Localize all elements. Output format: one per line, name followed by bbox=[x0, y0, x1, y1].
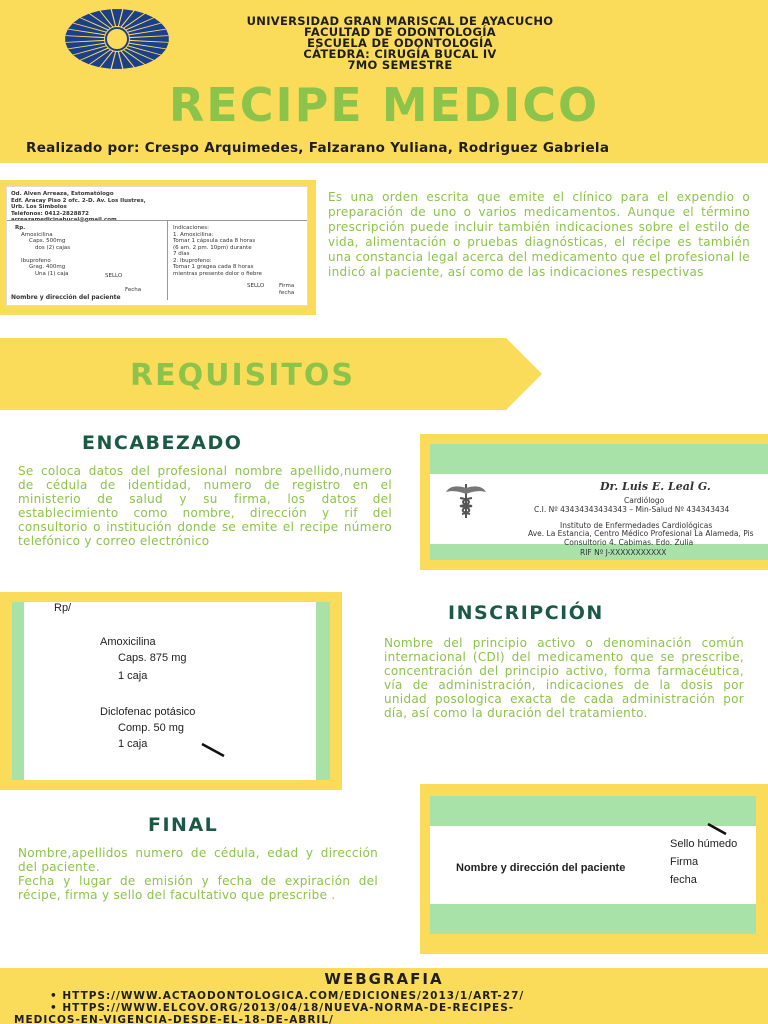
doctor-info bbox=[11, 191, 146, 224]
institute-address: Consultorio 4. Cabimas. Edo. Zulia bbox=[564, 538, 694, 547]
doctor-ci: C.I. Nº 43434343434343 – Min-Salud Nº 434343434 bbox=[534, 505, 730, 514]
card-frame bbox=[430, 444, 768, 560]
divider bbox=[167, 220, 168, 300]
webgrafia-list bbox=[14, 990, 525, 1024]
encabezado-body: Se coloca datos del profesional nombre apellido,numero de cédula de identidad, numero de registro en el ministerio de salud y su firma, los datos del establecimiento como nombre, dirección y rif del consultorio o institución donde se emite el recipe número telefónico y correo electrónico bbox=[18, 464, 392, 548]
final-title: FINAL bbox=[148, 814, 219, 836]
logo-ray bbox=[130, 36, 169, 42]
doctor-line: Urb. Los Simbolos bbox=[11, 204, 67, 210]
reference-link[interactable]: • HTTPS://WWW.ACTAODONTOLOGICA.COM/EDICIONES/2013/1/ART-27/ bbox=[50, 990, 525, 1002]
divider bbox=[7, 220, 307, 221]
requisitos-title: REQUISITOS bbox=[130, 358, 355, 393]
drug-form: Comp. 50 mg bbox=[118, 722, 185, 734]
recipe-sample-card bbox=[0, 180, 316, 315]
patient-label: Nombre y dirección del paciente bbox=[11, 294, 121, 301]
drug-name: Amoxicilina bbox=[100, 636, 156, 648]
rx-line: (6 am. 2 pm. 10pm) durante bbox=[173, 244, 252, 251]
fecha-label: fecha bbox=[670, 874, 697, 886]
sello-label: SELLO bbox=[105, 273, 123, 279]
institute-name: Instituto de Enfermedades Cardiológicas bbox=[560, 521, 713, 530]
sello-label: SELLO bbox=[247, 283, 265, 289]
university-line: UNIVERSIDAD GRAN MARISCAL DE AYACUCHO bbox=[246, 14, 554, 28]
firma-label: Firma bbox=[279, 283, 295, 289]
rx-line: Ibuprofeno bbox=[21, 257, 51, 264]
final-body-line: Fecha y lugar de emisión y fecha de expiración del récipe, firma y sello del facultativo que prescribe . bbox=[18, 874, 378, 902]
encabezado-title: ENCABEZADO bbox=[82, 432, 243, 454]
rx-line: Tomar 1 gragea cada 8 horas bbox=[173, 264, 254, 270]
university-line: ESCUELA DE ODONTOLOGÍA bbox=[307, 36, 493, 50]
rx-line: dos (2) cajas bbox=[35, 244, 71, 251]
intro-paragraph: Es una orden escrita que emite el clínico para el expendio o preparación de uno o varios medicamentos. Aunque el término prescripción puede incluir también indicaciones sobre el estilo de vida, alimentación o pruebas diagnósticas, el récipe es también una constancia legal acerca del medicamento que el profesional le indicó al paciente, así como de las indicaciones respectivas bbox=[328, 190, 750, 279]
rx-line: 2. Ibuprofeno: bbox=[173, 257, 212, 264]
fecha-label: Fecha bbox=[125, 287, 142, 293]
final-body-line: Nombre,apellidos numero de cédula, edad y dirección del paciente. bbox=[18, 846, 378, 874]
institute-address: Ave. La Estancia, Centro Médico Profesional La Alameda, Pis bbox=[528, 529, 754, 538]
university-header bbox=[180, 16, 620, 71]
rx-label: Rp/ bbox=[54, 602, 72, 614]
fecha-label: fecha bbox=[279, 289, 295, 296]
link-text[interactable]: HTTPS://WWW.ACTAODONTOLOGICA.COM/EDICIONES/2013/1/ART-27/ bbox=[62, 990, 525, 1002]
drug-name: Diclofenac potásico bbox=[100, 706, 196, 718]
rx-line: Caps. 500mg bbox=[29, 238, 66, 244]
inscripcion-body: Nombre del principio activo o denominación común internacional (CDI) del medicamento que se prescribe, concentración del principio activo, forma farmacéutica, vía de administración, indicaciones de la dosis por unidad posologica exacta de cada administración por día, así como la duración del tratamiento. bbox=[384, 636, 744, 720]
rx-line: Una (1) caja bbox=[35, 270, 69, 277]
university-logo bbox=[64, 8, 170, 70]
caduceus-icon bbox=[444, 480, 488, 520]
firma-fecha-label bbox=[279, 283, 294, 296]
doctor-line: Od. Alven Arreaza, Estomatólogo bbox=[11, 191, 114, 197]
letterhead bbox=[430, 474, 768, 544]
rx-line: 7 días bbox=[173, 251, 190, 257]
webgrafia-title: WEBGRAFIA bbox=[324, 970, 444, 988]
university-line: FACULTAD DE ODONTOLOGÍA bbox=[303, 25, 496, 39]
rx-line: mientras presente dolor o fiebre bbox=[173, 270, 262, 277]
final-sample-card bbox=[420, 784, 768, 954]
page-title: RECIPE MEDICO bbox=[168, 78, 600, 132]
inscripcion-sample-card bbox=[0, 592, 342, 790]
rx-line: Grag. 400mg bbox=[29, 264, 66, 270]
pen-stroke-icon bbox=[200, 740, 228, 760]
doctor-specialty: Cardiólogo bbox=[624, 496, 665, 505]
logo-ray bbox=[65, 36, 104, 42]
card-stripe bbox=[430, 904, 756, 934]
encabezado-sample-card bbox=[420, 434, 768, 570]
authors-line: Realizado por: Crespo Arquimedes, Falzarano Yuliana, Rodriguez Gabriela bbox=[26, 140, 610, 156]
rx-line: Tomar 1 cápsula cada 8 horas bbox=[173, 238, 256, 244]
rx-indications bbox=[173, 225, 262, 277]
prescription-sheet bbox=[24, 602, 316, 780]
recipe-sample-sheet bbox=[6, 186, 308, 306]
link-text[interactable]: HTTPS://WWW.ELCOV.ORG/2013/04/18/NUEVA-NORMA-DE-RECIPES- bbox=[62, 1002, 515, 1014]
signature-area bbox=[430, 826, 756, 904]
reference-link[interactable]: • HTTPS://WWW.ELCOV.ORG/2013/04/18/NUEVA-NORMA-DE-RECIPES- bbox=[50, 1002, 515, 1014]
sello-label: Sello húmedo bbox=[670, 838, 738, 850]
university-line: 7MO SEMESTRE bbox=[347, 58, 453, 72]
rx-label: Rp. bbox=[15, 225, 26, 231]
rx-prescription bbox=[15, 225, 71, 277]
drug-quantity: 1 caja bbox=[118, 670, 148, 682]
final-body bbox=[18, 846, 378, 902]
doctor-line: Teléfonos: 0412-2828872 bbox=[11, 210, 89, 217]
drug-quantity: 1 caja bbox=[118, 738, 148, 750]
firma-label: Firma bbox=[670, 856, 699, 868]
institute-rif: RIF Nº J-XXXXXXXXXXX bbox=[580, 548, 667, 557]
rx-line: Amoxicilina bbox=[21, 231, 53, 238]
link-text[interactable]: MEDICOS-EN-VIGENCIA-DESDE-EL-18-DE-ABRIL/ bbox=[14, 1014, 334, 1024]
drug-form: Caps. 875 mg bbox=[118, 652, 187, 664]
doctor-line: Edf. Aracay Piso 2 ofc. 2-D. Av. Los Ilustres, bbox=[11, 197, 146, 204]
university-line: CÁTEDRA: CIRUGÍA BUCAL IV bbox=[303, 47, 497, 61]
reference-link-continued[interactable] bbox=[14, 1014, 524, 1024]
doctor-name: Dr. Luis E. Leal G. bbox=[600, 480, 711, 493]
rx-line: Indicaciones: bbox=[173, 225, 210, 231]
card-frame bbox=[12, 602, 330, 780]
rx-line: 1. Amoxicilina: bbox=[173, 231, 214, 238]
inscripcion-title: INSCRIPCIÓN bbox=[448, 602, 604, 624]
patient-label: Nombre y dirección del paciente bbox=[456, 862, 626, 874]
pen-stroke-icon bbox=[706, 822, 730, 838]
